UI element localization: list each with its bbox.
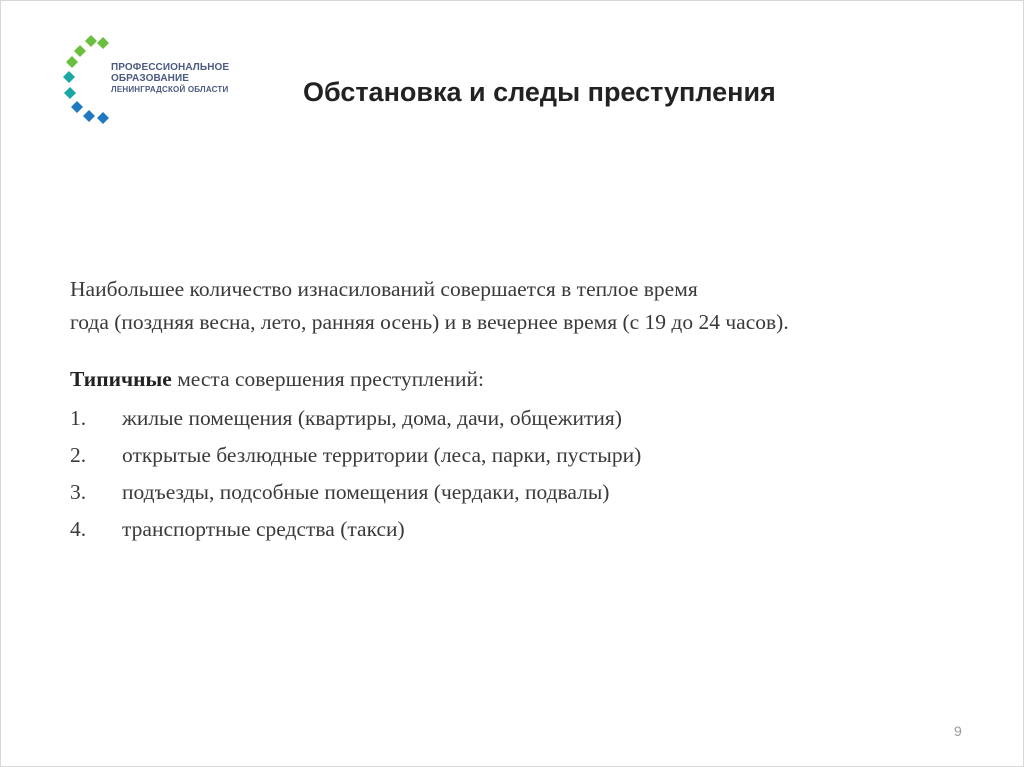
intro-line-2: года (поздняя весна, лето, ранняя осень) и в вечернее время (с 19 до 24 часов). xyxy=(70,310,789,334)
list-item xyxy=(70,511,970,548)
slide-title: Обстановка и следы преступления xyxy=(303,77,776,107)
organization-logo xyxy=(63,31,263,131)
list-item xyxy=(70,474,970,511)
slide-body xyxy=(70,273,970,548)
list-item-text: открытые безлюдные территории (леса, парки, пустыри) xyxy=(122,443,642,467)
list-item xyxy=(70,437,970,474)
intro-line-1: Наибольшее количество изнасилований совершается в теплое время xyxy=(70,277,698,301)
list-item xyxy=(70,400,970,437)
list-item-number: 3. xyxy=(70,480,87,504)
list-item-text: жилые помещения (квартиры, дома, дачи, общежития) xyxy=(122,406,622,430)
list-heading-rest: места совершения преступлений: xyxy=(171,367,484,391)
list-item-number: 1. xyxy=(70,406,87,430)
logo-text xyxy=(111,62,229,95)
list-heading-bold: Типичные xyxy=(70,367,172,391)
places-list xyxy=(70,400,970,548)
logo-line-3: ЛЕНИНГРАДСКОЙ ОБЛАСТИ xyxy=(111,85,229,94)
logo-line-1: ПРОФЕССИОНАЛЬНОЕ xyxy=(111,62,230,73)
list-heading xyxy=(70,363,970,396)
list-item-text: подъезды, подсобные помещения (чердаки, подвалы) xyxy=(122,480,610,504)
list-item-number: 4. xyxy=(70,517,87,541)
list-item-text: транспортные средства (такси) xyxy=(122,517,405,541)
logo-line-2: ОБРАЗОВАНИЕ xyxy=(111,73,190,84)
page-number: 9 xyxy=(954,723,962,739)
intro-paragraph xyxy=(70,273,970,339)
list-item-number: 2. xyxy=(70,443,87,467)
logo-emblem-icon xyxy=(63,31,113,131)
